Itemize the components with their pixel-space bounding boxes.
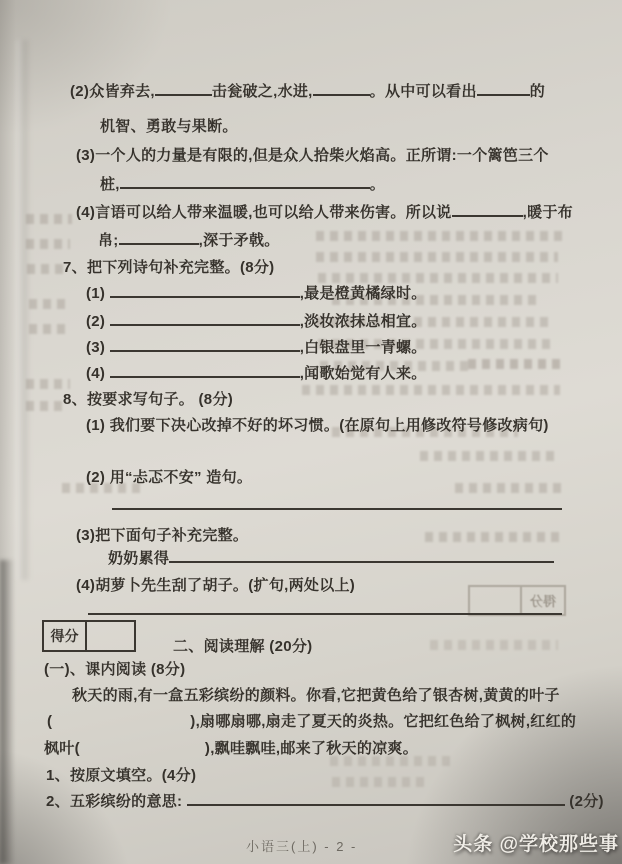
poem-text: ,白银盘里一青螺。 [299, 339, 427, 356]
q6-item4-line2-pre: 帛; [98, 232, 119, 249]
ghost-row [316, 252, 558, 262]
poem-text: ,闻歌始觉有人来。 [299, 365, 427, 382]
poem-text: ,最是橙黄橘绿时。 [299, 285, 427, 302]
answer-blank [452, 211, 523, 217]
q6-item4-line2-post: ,深于矛戟。 [198, 232, 280, 249]
answer-blank [110, 346, 300, 352]
poem-num: (4) [86, 365, 106, 382]
passage-line3-post: ),飘哇飘哇,邮来了秋天的凉爽。 [204, 740, 419, 757]
reading-q2 [46, 793, 604, 810]
ghost-row [26, 379, 70, 389]
poem-num: (3) [86, 339, 106, 356]
score-box-empty-cell [87, 622, 134, 650]
passage-line2-post: ),扇哪扇哪,扇走了夏天的炎热。它把红色给了枫树,红红的 [190, 713, 577, 730]
poem-num: (2) [86, 313, 106, 330]
answer-blank [169, 557, 554, 563]
ghost-row [26, 214, 72, 224]
poem-text: ,淡妆浓抹总相宜。 [299, 313, 427, 330]
poem-line [86, 339, 427, 356]
passage-line3-pre: 枫叶( [44, 740, 80, 757]
q6-item2-mid: 击瓮破之,水进, [211, 83, 313, 100]
q6-item4-post: ,暖于布 [522, 204, 573, 221]
ghost-row [455, 483, 561, 493]
ghost-row [29, 324, 65, 334]
answer-blank [110, 320, 300, 326]
ghost-score-empty-cell [470, 587, 522, 614]
reading-q2-pre: 2、五彩缤纷的意思: [46, 793, 183, 810]
toutiao-watermark: 头条 @学校那些事 [453, 834, 619, 855]
ghost-row [26, 239, 70, 249]
answer-blank [313, 90, 370, 96]
answer-blank [110, 372, 300, 378]
q8-item3-stem [108, 550, 554, 567]
ghost-row [330, 756, 456, 766]
q6-item2-post: 。从中可以看出 [369, 83, 477, 100]
q8-item4: (4)胡萝卜先生刮了胡子。(扩句,两处以上) [76, 577, 356, 594]
q6-item2-tail: 的 [529, 83, 546, 100]
ghost-row [430, 640, 558, 650]
answer-blank [187, 800, 565, 806]
fill-in-gap [80, 752, 205, 753]
q6-item3-line1: (3)一个人的力量是有限的,但是众人拾柴火焰高。正所谓:一个篱笆三个 [76, 147, 549, 164]
q6-item3-line2 [100, 176, 385, 193]
ghost-row [318, 273, 558, 283]
ghost-row [425, 532, 561, 542]
ghost-row [316, 231, 562, 241]
q6-item2-line2: 机智、勇敢与果断。 [100, 118, 238, 135]
answer-blank [477, 90, 530, 96]
q6-item4-line2 [98, 232, 280, 249]
section2-sub-heading: (一)、课内阅读 (8分) [44, 661, 186, 678]
ghost-row [468, 359, 562, 369]
q6-item4-line1 [76, 204, 573, 221]
q6-item3-post: 。 [369, 176, 386, 193]
q6-item3-pre: 桩, [100, 176, 120, 193]
q8-item1: (1) 我们要下决心改掉不好的坏习惯。(在原句上用修改符号修改病句) [86, 417, 549, 434]
page-footer: 小语三(上) - 2 - [246, 839, 358, 854]
poem-line [86, 313, 427, 330]
answer-blank [110, 292, 300, 298]
ghost-score-label: 得分 [530, 594, 557, 609]
q6-item2-line1 [70, 83, 545, 100]
passage-line1: 秋天的雨,有一盒五彩缤纷的颜料。你看,它把黄色给了银杏树,黄黄的叶子 [72, 687, 560, 704]
q8-title: 8、按要求写句子。 (8分) [63, 391, 234, 408]
paper-edge-shadow [0, 560, 14, 864]
fill-in-gap [52, 725, 190, 726]
poem-line [86, 365, 427, 382]
answer-blank [119, 239, 199, 245]
q6-item4-pre: (4)言语可以给人带来温暖,也可以给人带来伤害。所以说 [76, 204, 452, 221]
ghost-row [332, 777, 428, 787]
score-box [42, 620, 136, 652]
answer-rule-line [112, 508, 562, 510]
passage-line3 [44, 740, 418, 757]
answer-blank [155, 90, 212, 96]
ghost-row [27, 264, 67, 274]
ghost-score-box [468, 585, 566, 616]
ghost-row [302, 385, 560, 395]
section2-heading: 二、阅读理解 (20分) [173, 638, 313, 655]
score-box-label: 得分 [44, 622, 87, 650]
poem-line [86, 285, 427, 302]
ghost-row [420, 451, 558, 461]
q8-item2: (2) 用“忐忑不安” 造句。 [86, 469, 253, 486]
paper-fold-shadow [16, 40, 30, 580]
reading-q1: 1、按原文填空。(4分) [46, 767, 197, 784]
ghost-row [26, 401, 66, 411]
q7-title: 7、把下列诗句补充完整。(8分) [63, 259, 275, 276]
q8-item3-title: (3)把下面句子补充完整。 [76, 527, 249, 544]
q6-item2-pre: (2)众皆弃去, [70, 83, 155, 100]
passage-line2 [47, 713, 576, 730]
answer-rule-line [88, 613, 562, 615]
poem-num: (1) [86, 285, 106, 302]
q8-item3-pre: 奶奶累得 [108, 550, 170, 567]
reading-q2-points: (2分) [569, 793, 604, 810]
answer-blank [120, 183, 370, 189]
ghost-row [29, 299, 69, 309]
passage-line2-pre: ( [47, 713, 53, 730]
